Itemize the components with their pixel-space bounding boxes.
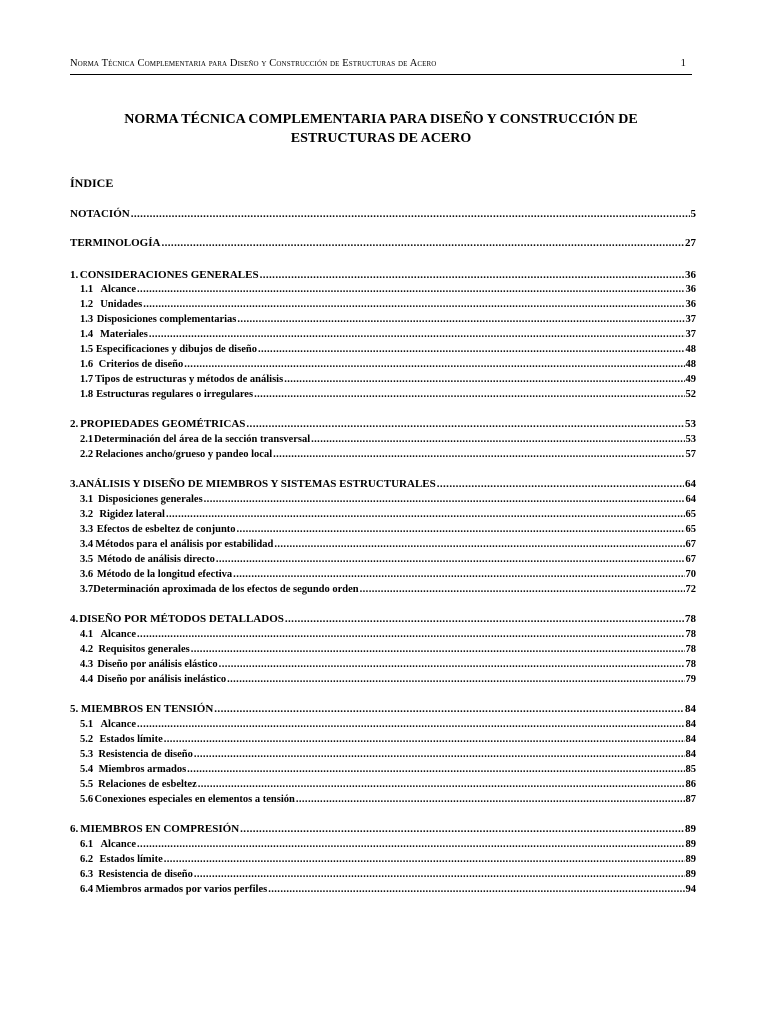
toc-leader-dots — [246, 417, 684, 432]
toc-entry-page: 86 — [685, 779, 696, 790]
toc-section-entry — [70, 387, 696, 402]
toc-section-entry — [70, 777, 696, 792]
toc-entry-number: 5.3 — [80, 749, 94, 760]
toc-entry-page: 78 — [685, 629, 696, 640]
toc-entry-page: 78 — [685, 644, 696, 655]
toc-leader-dots — [137, 717, 684, 732]
toc-entry-number: 1.8 — [80, 389, 94, 400]
toc-leader-dots — [194, 747, 685, 762]
toc-chapter-entry — [70, 702, 696, 717]
toc-entry-number: 5.4 — [80, 764, 94, 775]
running-header — [70, 58, 692, 75]
toc-entry-label: Requisitos generales — [98, 644, 190, 655]
toc-entry-number: 6.3 — [80, 869, 94, 880]
toc-entry-number: 3. — [70, 478, 79, 490]
toc-entry-number: 2. — [70, 418, 79, 430]
toc-entry-page: 52 — [685, 389, 696, 400]
toc-leader-dots — [216, 552, 685, 567]
toc-entry-page: 84 — [685, 734, 696, 745]
toc-entry-page: 94 — [685, 884, 696, 895]
toc-entry-number: 4.2 — [80, 644, 94, 655]
toc-entry-label: Diseño por análisis elástico — [97, 659, 218, 670]
toc-section-entry — [70, 852, 696, 867]
toc-chapter-entry — [70, 236, 696, 251]
toc-section-entry — [70, 282, 696, 297]
toc-entry-page: 57 — [685, 449, 696, 460]
toc-entry-number: 5.2 — [80, 734, 94, 745]
toc-entry-label: Disposiciones generales — [97, 494, 203, 505]
toc-leader-dots — [194, 867, 685, 882]
toc-entry-label: Alcance — [100, 719, 137, 730]
toc-leader-dots — [137, 837, 684, 852]
toc-leader-dots — [143, 297, 684, 312]
toc-entry-label: Método de análisis directo — [97, 554, 215, 565]
toc-leader-dots — [237, 522, 685, 537]
toc-section-entry — [70, 792, 696, 807]
index-heading: ÍNDICE — [70, 176, 114, 190]
toc-entry-page: 64 — [685, 478, 696, 490]
toc-section-entry — [70, 882, 696, 897]
toc-entry-number: 3.4 — [80, 539, 94, 550]
toc-entry-page: 84 — [685, 719, 696, 730]
toc-entry-page: 27 — [685, 237, 696, 249]
toc-entry-label: Alcance — [100, 629, 137, 640]
toc-leader-dots — [191, 642, 685, 657]
toc-entry-label: Estados límite — [99, 854, 163, 865]
toc-entry-number: 1.7 — [80, 374, 94, 385]
toc-entry-label: NOTACIÓN — [70, 208, 130, 220]
toc-entry-label: ANÁLISIS Y DISEÑO DE MIEMBROS Y SISTEMAS ESTRUCTURALES — [78, 478, 436, 490]
toc-leader-dots — [258, 342, 685, 357]
toc-entry-number: 5.1 — [80, 719, 94, 730]
toc-section-entry — [70, 717, 696, 732]
toc-leader-dots — [237, 312, 684, 327]
toc-leader-dots — [214, 702, 684, 717]
toc-chapter-entry — [70, 268, 696, 283]
toc-entry-label: Criterios de diseño — [98, 359, 184, 370]
toc-entry-page: 36 — [685, 284, 696, 295]
toc-chapter-entry — [70, 477, 696, 492]
toc-entry-page: 84 — [685, 703, 696, 715]
toc-section-entry — [70, 867, 696, 882]
toc-leader-dots — [227, 672, 684, 687]
toc-entry-label: Alcance — [100, 839, 137, 850]
toc-entry-number: 1.4 — [80, 329, 94, 340]
toc-entry-page: 48 — [685, 359, 696, 370]
toc-entry-label: Tipos de estructuras y métodos de análisis — [94, 374, 284, 385]
toc-chapter-entry — [70, 822, 696, 837]
toc-leader-dots — [285, 612, 684, 627]
toc-section-entry — [70, 747, 696, 762]
toc-section-entry — [70, 657, 696, 672]
toc-entry-page: 53 — [685, 418, 696, 430]
toc-section-entry — [70, 552, 696, 567]
toc-leader-dots — [164, 732, 685, 747]
toc-chapter-entry — [70, 612, 696, 627]
toc-leader-dots — [284, 372, 684, 387]
toc-section-entry — [70, 432, 696, 447]
toc-leader-dots — [161, 236, 684, 251]
toc-leader-dots — [296, 792, 685, 807]
toc-entry-number: 4.3 — [80, 659, 94, 670]
toc-leader-dots — [268, 882, 684, 897]
toc-entry-number: 2.1 — [80, 434, 94, 445]
toc-entry-page: 5 — [690, 208, 696, 220]
toc-entry-label: Miembros armados por varios perfiles — [95, 884, 268, 895]
toc-entry-number: 1.2 — [80, 299, 94, 310]
toc-entry-number: 1.1 — [80, 284, 94, 295]
toc-entry-page: 89 — [685, 823, 696, 835]
toc-leader-dots — [187, 762, 684, 777]
toc-entry-page: 85 — [685, 764, 696, 775]
toc-entry-label: MIEMBROS EN TENSIÓN — [80, 703, 214, 715]
toc-leader-dots — [149, 327, 685, 342]
toc-entry-page: 53 — [685, 434, 696, 445]
document-title — [70, 110, 692, 148]
toc-entry-label: DISEÑO POR MÉTODOS DETALLADOS — [79, 613, 284, 625]
toc-entry-number: 3.1 — [80, 494, 94, 505]
toc-entry-label: Relaciones de esbeltez — [98, 779, 197, 790]
toc-leader-dots — [137, 627, 684, 642]
toc-entry-page: 89 — [685, 869, 696, 880]
toc-section-entry — [70, 447, 696, 462]
toc-leader-dots — [274, 537, 684, 552]
running-title: Norma Técnica Complementaria para Diseño y Construcción de Estructuras de Acero — [70, 58, 437, 69]
toc-entry-number: 6.1 — [80, 839, 94, 850]
toc-entry-page: 79 — [685, 674, 696, 685]
toc-section-entry — [70, 537, 696, 552]
toc-entry-label: Materiales — [100, 329, 148, 340]
toc-entry-label: MIEMBROS EN COMPRESIÓN — [80, 823, 240, 835]
toc-entry-label: Resistencia de diseño — [98, 869, 193, 880]
toc-entry-number: 6.4 — [80, 884, 94, 895]
toc-entry-page: 67 — [685, 539, 696, 550]
toc-leader-dots — [198, 777, 685, 792]
toc-leader-dots — [360, 582, 685, 597]
toc-entry-number: 3.7 — [80, 584, 94, 595]
toc-entry-number: 1.3 — [80, 314, 94, 325]
toc-section-entry — [70, 732, 696, 747]
toc-entry-number: 3.3 — [80, 524, 94, 535]
toc-entry-page: 36 — [685, 299, 696, 310]
toc-section-entry — [70, 522, 696, 537]
toc-entry-number: 1.6 — [80, 359, 94, 370]
toc-entry-number: 5. — [70, 703, 79, 715]
toc-entry-page: 67 — [685, 554, 696, 565]
toc-entry-label: Miembros armados — [98, 764, 187, 775]
toc-entry-page: 84 — [685, 749, 696, 760]
toc-leader-dots — [233, 567, 684, 582]
toc-section-entry — [70, 312, 696, 327]
toc-entry-page: 89 — [685, 839, 696, 850]
toc-entry-label: Unidades — [100, 299, 143, 310]
toc-section-entry — [70, 672, 696, 687]
toc-section-entry — [70, 507, 696, 522]
toc-leader-dots — [254, 387, 684, 402]
toc-entry-number: 3.5 — [80, 554, 94, 565]
toc-section-entry — [70, 762, 696, 777]
toc-section-entry — [70, 837, 696, 852]
toc-entry-label: Efectos de esbeltez de conjunto — [96, 524, 236, 535]
toc-entry-page: 65 — [685, 524, 696, 535]
toc-entry-page: 48 — [685, 344, 696, 355]
toc-section-entry — [70, 627, 696, 642]
toc-entry-label: Rigidez lateral — [99, 509, 165, 520]
toc-entry-label: Método de la longitud efectiva — [96, 569, 233, 580]
toc-entry-page: 72 — [685, 584, 696, 595]
toc-entry-label: TERMINOLOGÍA — [70, 237, 161, 249]
toc-entry-page: 37 — [685, 329, 696, 340]
toc-section-entry — [70, 492, 696, 507]
toc-entry-number: 4.4 — [80, 674, 94, 685]
toc-leader-dots — [204, 492, 685, 507]
toc-entry-number: 1. — [70, 269, 79, 281]
toc-leader-dots — [131, 207, 690, 222]
toc-entry-page: 49 — [685, 374, 696, 385]
document-title-line-2: ESTRUCTURAS DE ACERO — [290, 131, 472, 146]
toc-leader-dots — [260, 268, 684, 283]
toc-entry-label: Estructuras regulares o irregulares — [96, 389, 254, 400]
toc-entry-page: 36 — [685, 269, 696, 281]
toc-section-entry — [70, 342, 696, 357]
toc-leader-dots — [273, 447, 684, 462]
toc-entry-number: 3.6 — [80, 569, 94, 580]
toc-section-entry — [70, 372, 696, 387]
toc-entry-label: Determinación aproximada de los efectos de segundo orden — [93, 584, 359, 595]
toc-section-entry — [70, 327, 696, 342]
toc-entry-label: Alcance — [100, 284, 137, 295]
toc-leader-dots — [166, 507, 685, 522]
toc-entry-number: 1.5 — [80, 344, 94, 355]
toc-entry-label: Estados límite — [99, 734, 163, 745]
toc-leader-dots — [184, 357, 684, 372]
toc-entry-page: 78 — [685, 659, 696, 670]
toc-entry-number: 6. — [70, 823, 79, 835]
toc-section-entry — [70, 567, 696, 582]
toc-section-entry — [70, 357, 696, 372]
toc-entry-page: 37 — [685, 314, 696, 325]
toc-entry-label: Relaciones ancho/grueso y pandeo local — [95, 449, 273, 460]
toc-leader-dots — [437, 477, 684, 492]
toc-entry-page: 78 — [685, 613, 696, 625]
toc-entry-label: Diseño por análisis inelástico — [97, 674, 227, 685]
page-number: 1 — [680, 58, 686, 69]
toc-entry-page: 70 — [685, 569, 696, 580]
toc-entry-page: 87 — [685, 794, 696, 805]
toc-entry-label: Disposiciones complementarias — [96, 314, 237, 325]
toc-chapter-entry — [70, 417, 696, 432]
toc-leader-dots — [311, 432, 684, 447]
toc-section-entry — [70, 297, 696, 312]
toc-leader-dots — [164, 852, 685, 867]
toc-leader-dots — [219, 657, 685, 672]
toc-entry-number: 2.2 — [80, 449, 94, 460]
toc-entry-label: CONSIDERACIONES GENERALES — [79, 269, 259, 281]
toc-entry-label: Resistencia de diseño — [98, 749, 193, 760]
toc-entry-number: 4.1 — [80, 629, 94, 640]
toc-entry-label: Conexiones especiales en elementos a tensión — [94, 794, 295, 805]
toc-leader-dots — [137, 282, 684, 297]
toc-entry-label: Especificaciones y dibujos de diseño — [95, 344, 257, 355]
toc-leader-dots — [240, 822, 684, 837]
toc-entry-label: Métodos para el análisis por estabilidad — [95, 539, 274, 550]
toc-entry-number: 6.2 — [80, 854, 94, 865]
toc-entry-page: 65 — [685, 509, 696, 520]
toc-entry-number: 3.2 — [80, 509, 94, 520]
document-title-line-1: NORMA TÉCNICA COMPLEMENTARIA PARA DISEÑO Y CONSTRUCCIÓN DE — [124, 112, 638, 127]
toc-entry-page: 64 — [685, 494, 696, 505]
toc-entry-number: 5.6 — [80, 794, 94, 805]
toc-entry-label: Determinación del área de la sección transversal — [93, 434, 311, 445]
toc-section-entry — [70, 582, 696, 597]
toc-entry-label: PROPIEDADES GEOMÉTRICAS — [80, 418, 246, 430]
toc-entry-number: 5.5 — [80, 779, 94, 790]
toc-section-entry — [70, 642, 696, 657]
toc-entry-page: 89 — [685, 854, 696, 865]
toc-chapter-entry — [70, 207, 696, 222]
toc-entry-number: 4. — [70, 613, 79, 625]
